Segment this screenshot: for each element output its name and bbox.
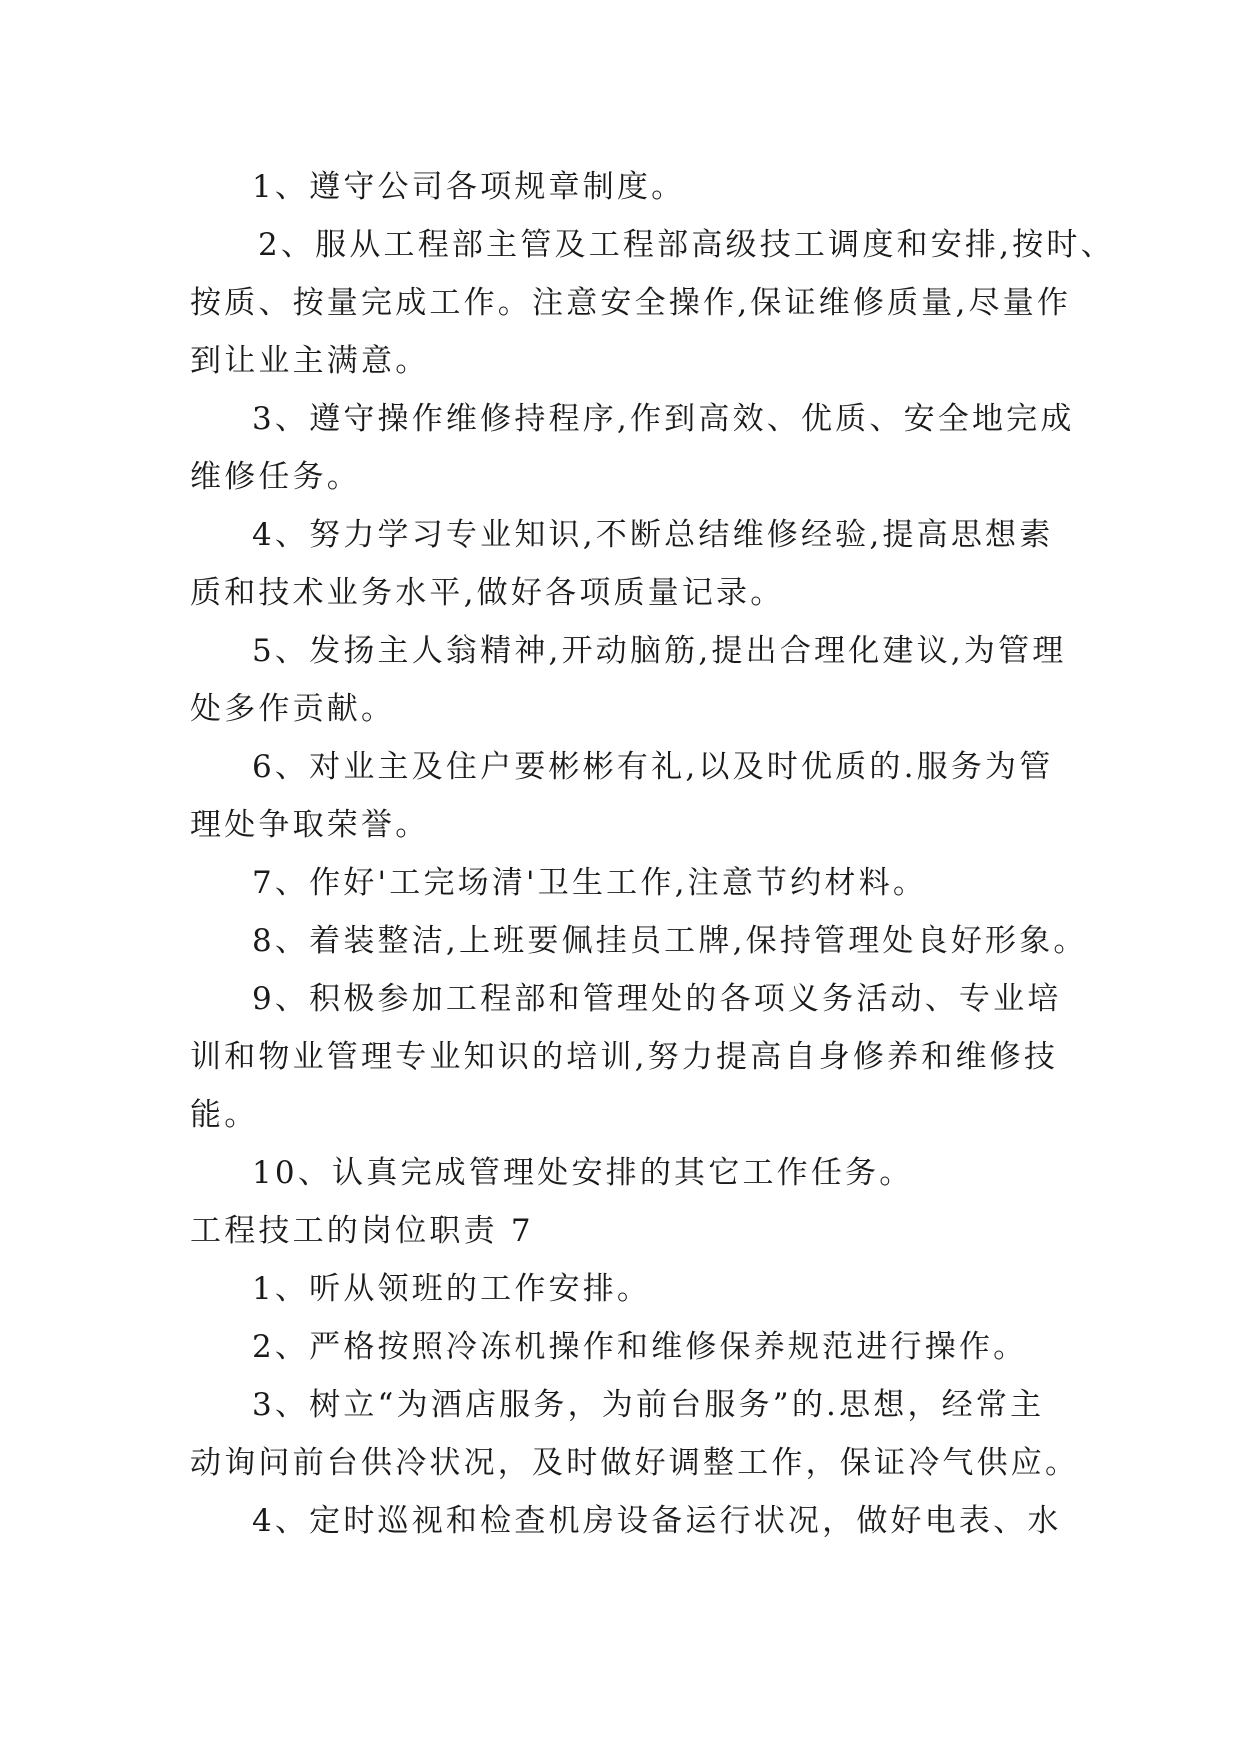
text-line: 处多作贡献。 xyxy=(190,691,396,727)
text-line: 6、对业主及住户要彬彬有礼,以及时优质的.服务为管 xyxy=(252,749,1054,785)
text-line: 质和技术业务水平,做好各项质量记录。 xyxy=(190,575,785,611)
text-line: 动询问前台供冷状况，及时做好调整工作，保证冷气供应。 xyxy=(190,1445,1080,1481)
text-line: 3、遵守操作维修持程序,作到高效、优质、安全地完成 xyxy=(252,401,1075,437)
text-line: 2、服从工程部主管及工程部高级技工调度和安排,按时、 xyxy=(258,227,1115,263)
text-line: 维修任务。 xyxy=(190,459,361,495)
text-line: 理处争取荣誉。 xyxy=(190,807,430,843)
text-line: 3、树立“为酒店服务，为前台服务”的.思想，经常主 xyxy=(252,1387,1045,1423)
text-line: 8、着装整洁,上班要佩挂员工牌,保持管理处良好形象。 xyxy=(252,923,1088,959)
text-line: 到让业主满意。 xyxy=(190,343,430,379)
text-line: 7、作好'工完场清'卫生工作,注意节约材料。 xyxy=(252,865,928,901)
text-line: 9、积极参加工程部和管理处的各项义务活动、专业培 xyxy=(252,981,1062,1017)
text-line: 训和物业管理专业知识的培训,努力提高自身修养和维修技 xyxy=(190,1039,1059,1075)
text-line: 能。 xyxy=(190,1097,259,1133)
text-line: 4、努力学习专业知识,不断总结维修经验,提高思想素 xyxy=(252,517,1054,553)
text-line: 4、定时巡视和检查机房设备运行状况，做好电表、水 xyxy=(252,1503,1062,1539)
text-line: 1、听从领班的工作安排。 xyxy=(252,1271,652,1307)
document-body xyxy=(190,158,1115,1550)
text-line: 5、发扬主人翁精神,开动脑筋,提出合理化建议,为管理 xyxy=(252,633,1067,669)
text-line: 按质、按量完成工作。注意安全操作,保证维修质量,尽量作 xyxy=(190,285,1072,321)
text-line: 2、严格按照冷冻机操作和维修保养规范进行操作。 xyxy=(252,1329,1028,1365)
section-heading: 工程技工的岗位职责 7 xyxy=(190,1213,534,1249)
text-line: 10、认真完成管理处安排的其它工作任务。 xyxy=(252,1155,914,1191)
text-line: 1、遵守公司各项规章制度。 xyxy=(252,169,686,205)
